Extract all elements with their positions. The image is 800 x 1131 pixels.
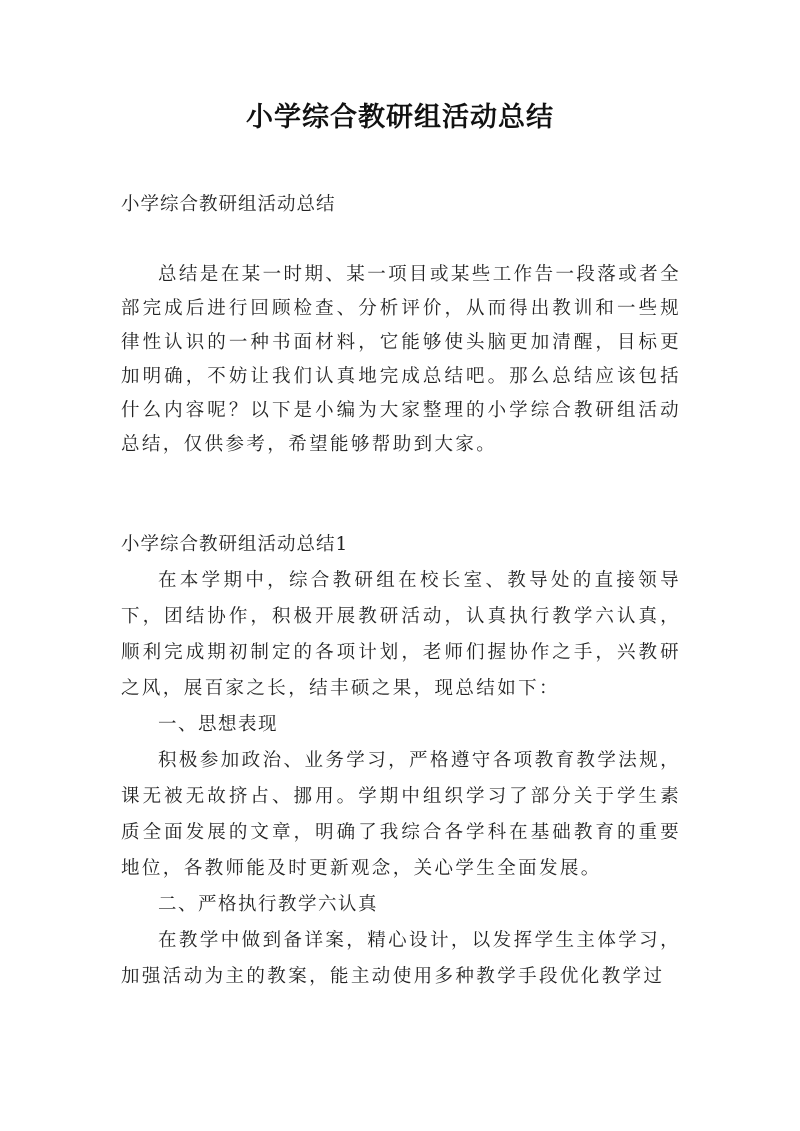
- paragraph: 积极参加政治、业务学习，严格遵守各项教育教学法规，课无被无故挤占、挪用。学期中组织学习了部分关于学生素质全面发展的文章，明确了我综合各学科在基础教育的重要地位，各教师能及时更新观念，关心学生全面发展。: [121, 750, 681, 879]
- intro-block: [121, 258, 681, 462]
- document-title: 小学综合教研组活动总结: [246, 102, 554, 133]
- section-title: 小学综合教研组活动总结1: [121, 534, 349, 555]
- section-heading-thoughts: 一、思想表现: [158, 714, 279, 735]
- document-subtitle: 小学综合教研组活动总结: [121, 194, 336, 215]
- paragraph: 在本学期中，综合教研组在校长室、教导处的直接领导下，团结协作，积极开展教研活动，认真执行教学六认真，顺利完成期初制定的各项计划，老师们握协作之手，兴教研之风，展百家之长，结丰硕之果，现总结如下：: [121, 570, 681, 699]
- section-1: [121, 527, 681, 995]
- intro-paragraph: 总结是在某一时期、某一项目或某些工作告一段落或者全部完成后进行回顾检查、分析评价，从而得出教训和一些规律性认识的一种书面材料，它能够使头脑更加清醒，目标更加明确，不妨让我们认真地完成总结吧。那么总结应该包括什么内容呢？以下是小编为大家整理的小学综合教研组活动总结，仅供参考，希望能够帮助到大家。: [121, 264, 681, 455]
- paragraph: 在教学中做到备详案，精心设计，以发挥学生主体学习，加强活动为主的教案，能主动使用多种教学手段优化教学过: [121, 930, 681, 987]
- section-heading-teaching: 二、严格执行教学六认真: [158, 894, 379, 915]
